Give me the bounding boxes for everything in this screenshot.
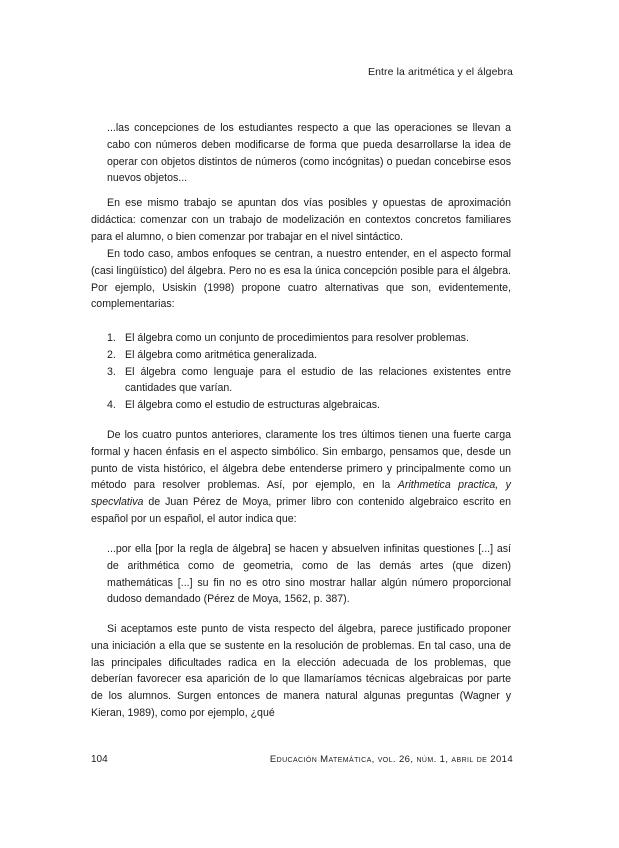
- paragraph-4: Si aceptamos este punto de vista respecto del álgebra, parece justificado proponer una iniciación a ella que se sustente en la resolución de problemas. En tal caso, una de las principales dificultades radica en la elección adecuada de los problemas, que deberían favorecer esa aparición de lo que llamaríamos técnicas algebraicas por parte de los alumnos. Surgen entonces de manera natural algunas preguntas (Wagner y Kieran, 1989), como por ejemplo, ¿qué: [91, 623, 511, 719]
- numbered-list: [91, 330, 511, 414]
- list-item: 3. El álgebra como lenguaje para el estudio de las relaciones existentes entre cantidades que varían.: [107, 365, 511, 395]
- list-item: 2. El álgebra como aritmética generalizada.: [107, 348, 317, 361]
- paragraph-1: En ese mismo trabajo se apuntan dos vías posibles y opuestas de aproximación didáctica: comenzar con un trabajo de modelización en contextos concretos familiares para el alumno, o bien comenzar por trabajar en el nivel sintáctico.: [91, 197, 511, 243]
- book-title: Arithmetica practica, y specvlativa: [91, 479, 511, 509]
- block-quote-2: ...por ella [por la regla de álgebra] se hacen y absuelven infinitas questiones [...] así de arithmética como de geometria, como de las demás artes (que dizen) mathemáticas [...] su fin no es otro sino mostrar hallar algún número proporcional dudoso demandado (Pérez de Moya, 1562, p. 387).: [107, 543, 511, 606]
- running-header: Entre la aritmética y el álgebra: [367, 66, 513, 78]
- list-item: 1. El álgebra como un conjunto de procedimientos para resolver problemas.: [107, 332, 469, 344]
- list-item: 4. El álgebra como el estudio de estructuras algebraicas.: [107, 399, 380, 412]
- paragraph-2: En todo caso, ambos enfoques se centran, a nuestro entender, en el aspecto formal (casi lingüístico) del álgebra. Pero no es esa la única concepción posible para el álgebra. Por ejemplo, Usiskin (1998) propone cuatro alternativas que son, evidentemente, complementarias:: [91, 248, 511, 311]
- paragraph-3: De los cuatro puntos anteriores, claramente los tres últimos tienen una fuerte carga formal y hacen énfasis en el aspecto simbólico. Sin embargo, pensamos que, desde un punto de vista histórico, el álgebra debe entenderse primero y principalmente como un método para resolver problemas. Así, por ejemplo, en la Arithmetica practica, y specvlativa de Juan Pérez de Moya, primer libro con contenido algebraico escrito en español por un español, el autor indica que:: [91, 429, 511, 525]
- block-quote-1: ...las concepciones de los estudiantes respecto a que las operaciones se llevan a cabo con números deben modificarse de forma que pueda desarrollarse la idea de operar con objetos distintos de números (como incógnitas) o puedan concebirse esos nuevos objetos...: [107, 122, 511, 185]
- page-number: 104: [91, 754, 108, 765]
- journal-footer: Educación Matemática, vol. 26, núm. 1, abril de 2014: [269, 754, 513, 765]
